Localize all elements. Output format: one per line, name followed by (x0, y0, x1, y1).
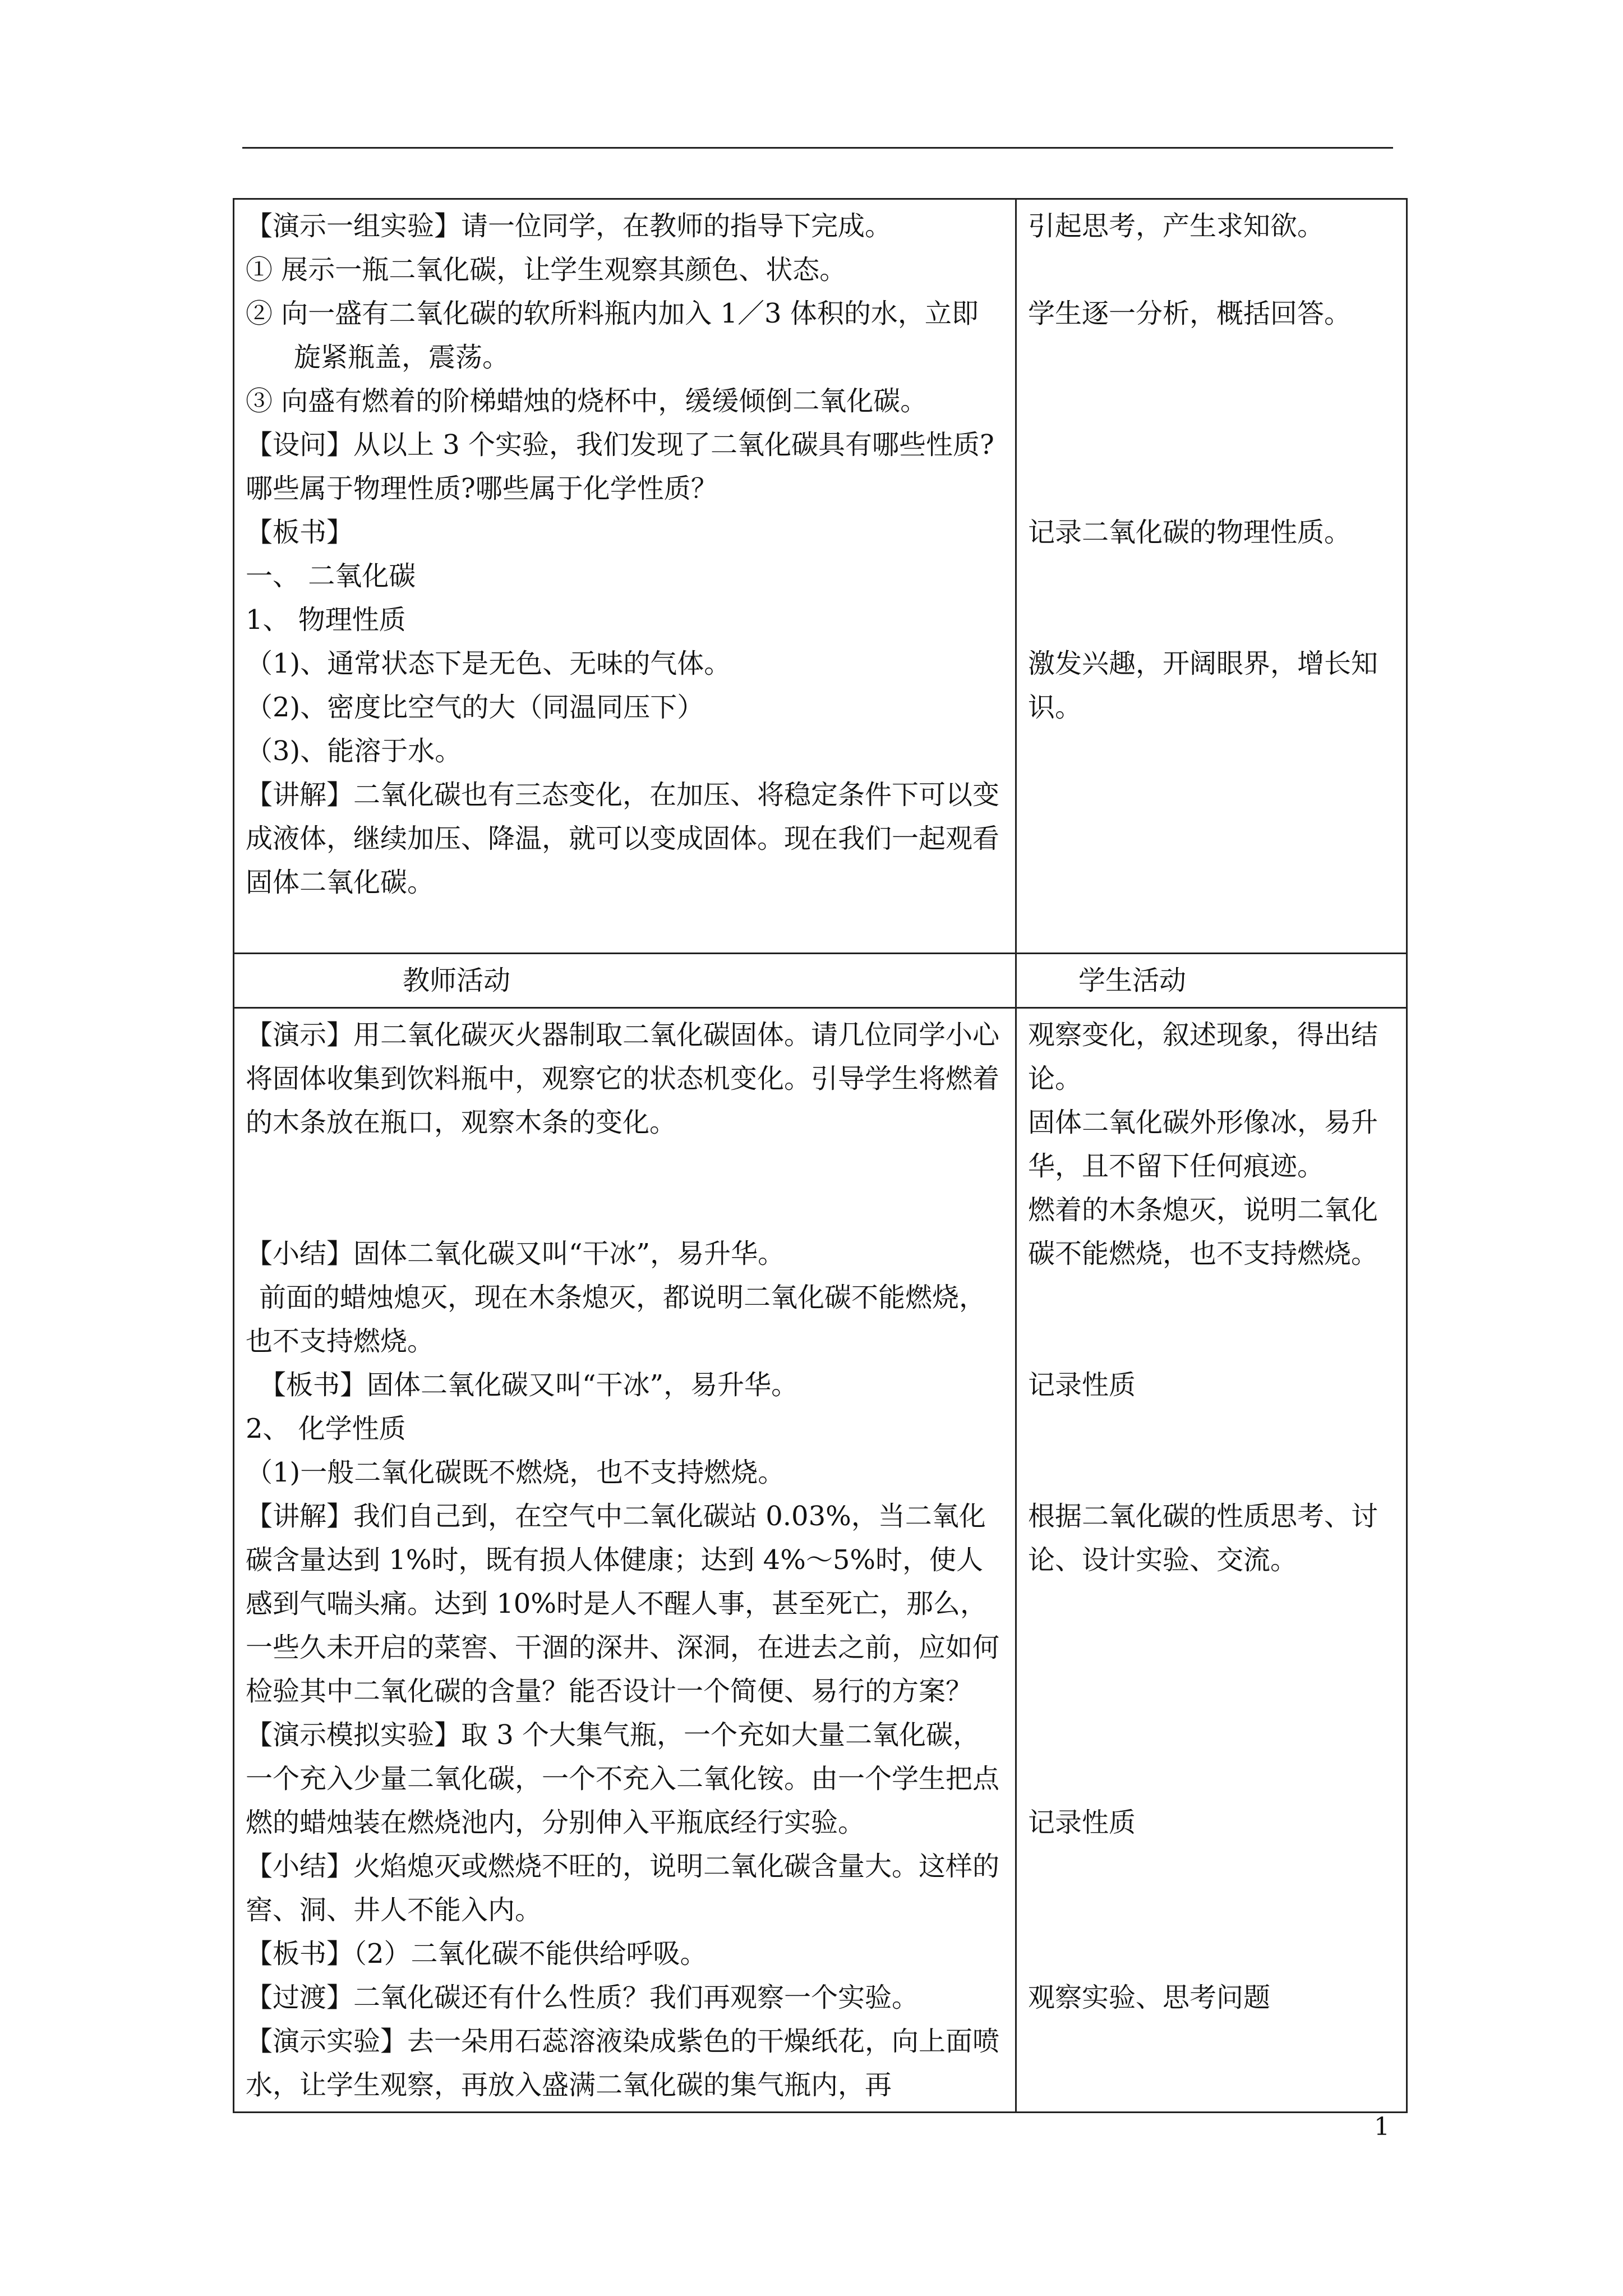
text-line: 前面的蜡烛熄灭，现在木条熄灭，都说明二氧化碳不能燃烧，也不支持燃烧。 (246, 1282, 986, 1357)
text-line: 【板书】固体二氧化碳又叫“干冰”，易升华。 (259, 1369, 799, 1401)
text-line: 记录二氧化碳的物理性质。 (1028, 517, 1352, 548)
text-line: 【设问】从以上 3 个实验，我们发现了二氧化碳具有哪些性质?哪些属于物理性质?哪些属于化学性质？ (246, 429, 994, 504)
text-line: 学生逐一分析，概括回答。 (1028, 298, 1352, 329)
text-line: （1)、通常状态下是无色、无味的气体。 (246, 648, 731, 679)
text-line: 【讲解】二氧化碳也有三态变化，在加压、将稳定条件下可以变成液体，继续加压、降温，就可以变成固体。现在我们一起观看固体二氧化碳。 (246, 779, 1000, 898)
text-line: 【演示一组实验】请一位同学，在教师的指导下完成。 (246, 210, 892, 242)
student-cell (1016, 199, 1407, 954)
text-line: 【讲解】我们自己到，在空气中二氧化碳站 0.03%，当二氧化碳含量达到 1%时，既有损人体健康；达到 4%～5%时，使人感到气喘头痛。达到 10%时是人不醒人事，甚至死亡，那么，一些久未开启的菜窖、干涸的深井、深洞，在进去之前，应如何检验其中二氧化碳的含量？能否设计一个简便、易行的方案？ (246, 1501, 1000, 1707)
text-line: 【小结】火焰熄灭或燃烧不旺的，说明二氧化碳含量大。这样的窖、洞、井人不能入内。 (246, 1851, 1000, 1926)
text-line: ② 向一盛有二氧化碳的软所料瓶内加入 1／3 体积的水，立即旋紧瓶盖，震荡。 (246, 298, 979, 373)
table-row (234, 199, 1407, 954)
text-line: 【过渡】二氧化碳还有什么性质？我们再观察一个实验。 (246, 1982, 919, 2013)
page-number: 1 (1374, 2113, 1390, 2141)
text-line: （3)、能溶于水。 (246, 735, 462, 767)
text-line: （2)、密度比空气的大（同温同压下） (246, 692, 704, 723)
teacher-cell (234, 199, 1016, 954)
text-line: 观察变化，叙述现象，得出结论。 (1028, 1019, 1378, 1094)
teacher-activity-header: 教师活动 (234, 954, 1016, 1008)
text-line: 引起思考，产生求知欲。 (1028, 210, 1325, 242)
text-line: 根据二氧化碳的性质思考、讨论、设计实验、交流。 (1028, 1501, 1378, 1576)
text-line: 一、 二氧化碳 (246, 560, 416, 592)
text-line: 记录性质 (1028, 1369, 1136, 1401)
text-line: 【板书】 (246, 517, 354, 548)
text-line: （1)一般二氧化碳既不燃烧，也不支持燃烧。 (246, 1457, 785, 1488)
table-row (234, 1008, 1407, 2113)
text-line: 观察实验、思考问题 (1028, 1982, 1271, 2013)
text-line: 1、 物理性质 (246, 604, 406, 636)
student-activity-header: 学生活动 (1016, 954, 1407, 1008)
text-line: 【演示实验】去一朵用石蕊溶液染成紫色的干燥纸花，向上面喷水，让学生观察，再放入盛满二氧化碳的集气瓶内，再 (246, 2026, 1000, 2101)
text-line: 【演示模拟实验】取 3 个大集气瓶，一个充如大量二氧化碳，一个充入少量二氧化碳，一个不充入二氧化铵。由一个学生把点燃的蜡烛装在燃烧池内，分别伸入平瓶底经行实验。 (246, 1719, 1000, 1838)
text-line: 【小结】固体二氧化碳又叫“干冰”，易升华。 (246, 1238, 785, 1269)
text-line: ③ 向盛有燃着的阶梯蜡烛的烧杯中，缓缓倾倒二氧化碳。 (246, 385, 928, 417)
lesson-table (233, 198, 1408, 2113)
text-line: 固体二氧化碳外形像冰，易升华，且不留下任何痕迹。 (1028, 1107, 1378, 1182)
text-line: 【板书】（2）二氧化碳不能供给呼吸。 (246, 1938, 707, 1970)
text-line: 激发兴趣，开阔眼界，增长知识。 (1028, 648, 1378, 723)
text-line: 燃着的木条熄灭，说明二氧化碳不能燃烧，也不支持燃烧。 (1028, 1194, 1378, 1269)
header-rule (242, 147, 1393, 149)
teacher-cell (234, 1008, 1016, 2113)
table-header-row (234, 954, 1407, 1008)
text-line: 2、 化学性质 (246, 1413, 406, 1444)
text-line: 记录性质 (1028, 1807, 1136, 1838)
student-cell (1016, 1008, 1407, 2113)
text-line: 【演示】用二氧化碳灭火器制取二氧化碳固体。请几位同学小心将固体收集到饮料瓶中，观察它的状态机变化。引导学生将燃着的木条放在瓶口，观察木条的变化。 (246, 1019, 1000, 1138)
text-line: ① 展示一瓶二氧化碳，让学生观察其颜色、状态。 (246, 254, 847, 286)
